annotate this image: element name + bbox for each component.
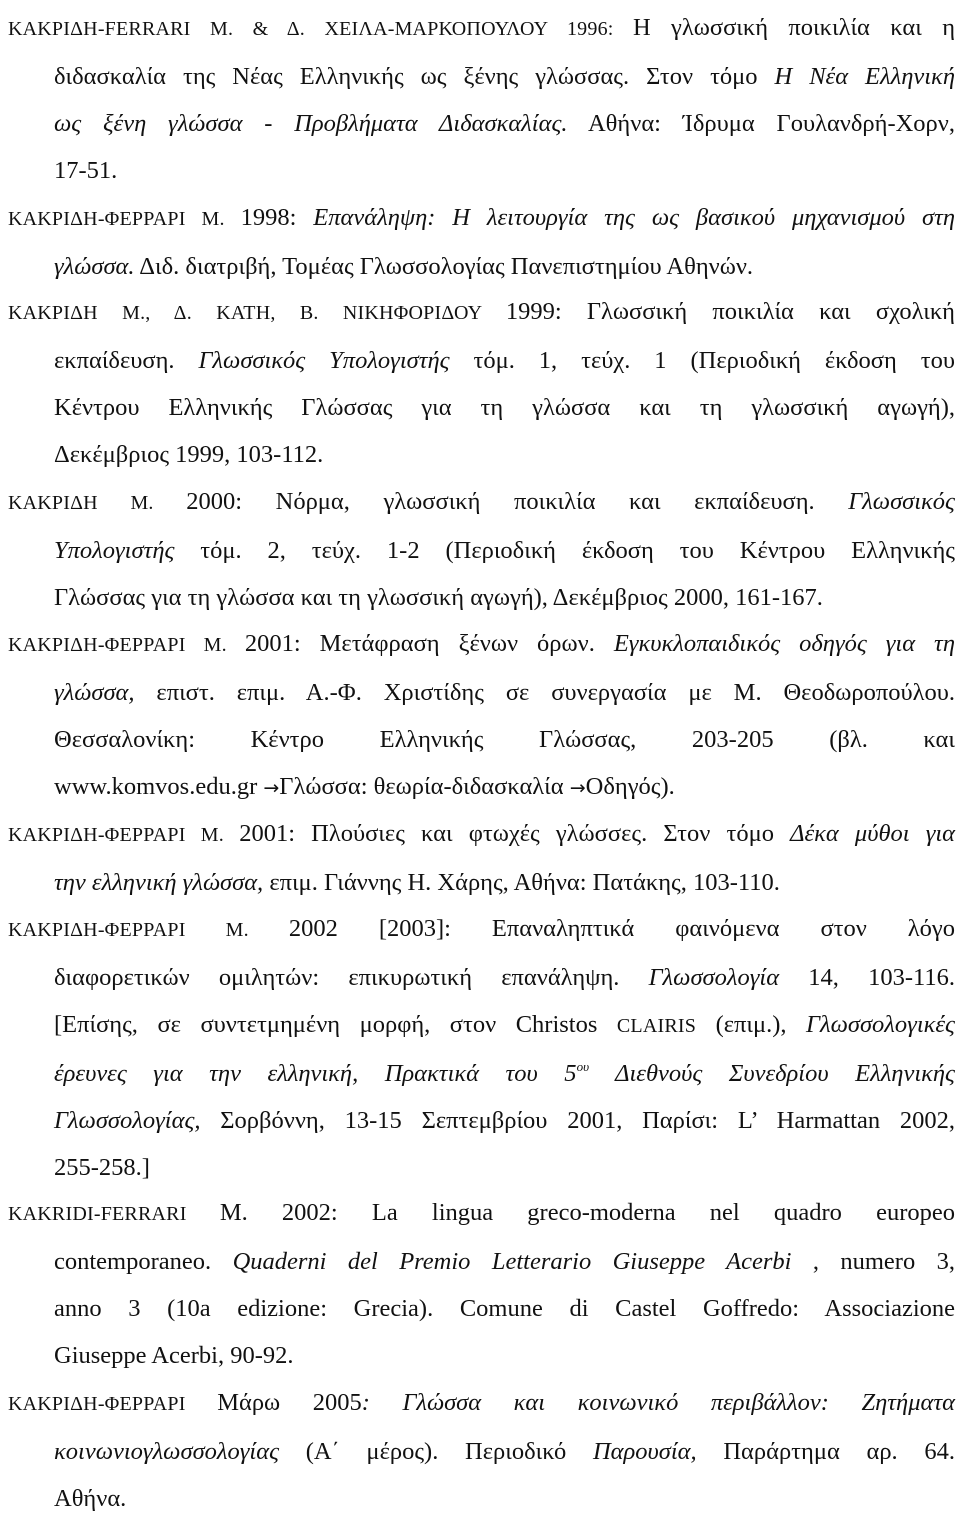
reference-line [8,1001,955,1050]
reference-text: www.komvos.edu.gr [54,773,264,801]
reference-line [8,1285,955,1332]
reference-line [8,1428,955,1475]
reference-line [8,194,955,243]
reference-entry [8,905,955,1191]
reference-text: Η Νέα Ελληνική [774,63,955,90]
reference-line [8,1475,955,1522]
reference-text: ΚΑΚΡΙΔΗ-ΦΕΡΡΑΡΙ Μ. [8,823,240,846]
reference-text: Κέντρου Ελληνικής Γλώσσας για τη γλώσσα και τη γλωσσική αγωγή), [54,394,955,422]
reference-text: Οδηγός). [585,773,675,801]
reference-text: Γλωσσολογίας, [54,1106,201,1134]
reference-line [8,53,955,100]
reference-entry [8,194,955,290]
arrow-right-icon: → [263,777,280,800]
reference-text: ΚΑΚΡΙΔΗ-ΦΕΡΡΑΡΙ [8,1392,218,1415]
reference-text: ΚΑΚΡΙΔΗ Μ., Δ. ΚΑΤΗ, Β. ΝΙΚΗΦΟΡΙΔΟΥ [8,302,506,325]
reference-text: έρευνες για την ελληνική, Πρακτικά του 5 [54,1059,577,1087]
reference-line [8,1144,955,1191]
reference-text: Γλώσσας για τη γλώσσα και τη γλωσσική αγωγή), Δεκέμβριος 2000, 161-167. [54,584,823,611]
reference-text: γλώσσα, [54,679,135,707]
reference-text: Γλώσσα: θεωρία-διδασκαλία [279,773,570,801]
arrow-right-icon: → [569,777,586,800]
reference-text: 14, 103-116. [779,963,955,991]
reference-text: (επιμ.), [696,1010,807,1038]
reference-text: ΚΑΚΡΙΔΗ-FERRARI Μ. & Δ. ΧΕΙΛΑ-ΜΑΡΚΟΠΟΥΛΟΥ 1996: [8,18,633,40]
reference-line [8,100,955,147]
reference-text: 1999: Γλωσσική ποικιλία και σχολική [505,298,955,326]
reference-text: επιμ. Γιάννης Η. Χάρης, Αθήνα: Πατάκης, 103-110. [263,868,780,896]
reference-text: : Γλώσσα και κοινωνικό περιβάλλον: Ζητήματα [361,1388,955,1416]
reference-text: Γλωσσολογικές [806,1010,955,1038]
reference-line [8,763,955,812]
reference-text: Γλωσσικός [848,488,955,515]
reference-text: διαφορετικών ομιλητών: επικυρωτική επανάληψη. [54,963,649,991]
reference-text: Quaderni del Premio Letterario Giuseppe Acerbi [232,1248,792,1275]
reference-text: την ελληνική γλώσσα, [54,868,264,896]
reference-entry [8,1379,955,1522]
reference-text: εκπαίδευση. [54,347,199,375]
reference-text: ΚΑΚΡΙΔΗ-ΦΕΡΡΑΡΙ Μ. [8,207,241,230]
reference-text: Μάρω 2005 [217,1388,362,1416]
reference-text: CLAIRIS [616,1014,697,1037]
reference-text: Διεθνούς Συνεδρίου Ελληνικής [589,1059,955,1087]
reference-line [8,431,955,478]
reference-line [8,1097,955,1144]
reference-entry [8,4,955,194]
reference-text: 255-258.] [54,1153,150,1181]
reference-text: KAKRIDI-FERRARI [8,1203,220,1225]
reference-line [8,1379,955,1428]
reference-text: Θεσσαλονίκη: Κέντρο Ελληνικής Γλώσσας, 203-205 (βλ. και [54,726,955,754]
reference-line [8,337,955,384]
reference-entry [8,288,955,478]
reference-text: ΚΑΚΡΙΔΗ-ΦΕΡΡΑΡΙ Μ. [8,634,245,657]
reference-entry [8,1189,955,1379]
reference-text: 2000: Νόρμα, γλωσσική ποικιλία και εκπαίδευση. [186,488,849,515]
reference-text: Γλωσσολογία [648,963,780,991]
reference-text: διδασκαλία της Νέας Ελληνικής ως ξένης γλώσσας. Στον τόμο [54,63,775,90]
reference-text: Εγκυκλοπαιδικός οδηγός για τη [613,630,955,658]
reference-line [8,669,955,716]
reference-text: Σορβόννη, 13-15 Σεπτεμβρίου 2001, Παρίσι: L’ Harmattan 2002, [200,1106,955,1134]
reference-text: Η γλωσσική ποικιλία και η [632,14,956,41]
reference-text: 2001: Πλούσιες και φτωχές γλώσσες. Στον τόμο [239,819,791,847]
reference-line [8,905,955,954]
reference-line [8,716,955,763]
reference-text: ΚΑΚΡΙΔΗ Μ. [8,492,187,514]
reference-line [8,859,955,906]
reference-text: , numero 3, [791,1248,955,1275]
reference-text: τόμ. 2, τεύχ. 1-2 (Περιοδική έκδοση του Κέντρου Ελληνικής [174,537,955,564]
reference-line [8,4,955,53]
reference-line [8,1189,955,1238]
reference-text: [Επίσης, σε συντετμημένη μορφή, στον Christos [54,1010,617,1038]
reference-text: Διδ. διατριβή, Τομέας Γλωσσολογίας Πανεπιστημίου Αθηνών. [134,252,754,280]
reference-text: Δέκα μύθοι για [790,819,956,847]
reference-text: Δεκέμβριος 1999, 103-112. [54,441,324,469]
reference-text: Giuseppe Acerbi, 90-92. [54,1342,294,1369]
reference-line [8,1332,955,1379]
reference-line [8,574,955,621]
reference-text: Αθήνα: Ίδρυμα Γουλανδρή-Χορν, [567,110,955,137]
reference-text: 2002 [2003]: Επαναληπτικά φαινόμενα στον λόγο [288,914,956,942]
reference-line [8,527,955,574]
reference-line [8,810,955,859]
reference-text: ου [576,1058,590,1074]
reference-line [8,1238,955,1285]
reference-entry [8,810,955,906]
reference-text: Επανάληψη: Η λειτουργία της ως βασικού μηχανισμού στη [313,203,955,231]
reference-text: ως ξένη γλώσσα - Προβλήματα Διδασκαλίας. [54,110,568,137]
reference-text: Αθήνα. [54,1484,127,1512]
reference-line [8,147,955,194]
reference-entry [8,620,955,812]
reference-line [8,478,955,527]
reference-text: 17-51. [54,157,118,184]
reference-line [8,620,955,669]
reference-line [8,288,955,337]
reference-text: M. 2002: La lingua greco-moderna nel quadro europeo [219,1199,955,1226]
reference-text: Υπολογιστής [54,537,175,564]
reference-entry [8,478,955,621]
reference-text: τόμ. 1, τεύχ. 1 (Περιοδική έκδοση του [449,347,955,375]
reference-text: (Α΄ μέρος). Περιοδικό [279,1437,593,1465]
reference-line [8,384,955,431]
reference-line [8,243,955,290]
reference-text: κοινωνιογλωσσολογίας [54,1437,280,1465]
reference-text: Γλωσσικός Υπολογιστής [198,347,450,375]
reference-text: contemporaneo. [54,1248,233,1275]
reference-line [8,954,955,1001]
reference-line [8,1050,955,1097]
reference-text: Παράρτημα αρ. 64. [696,1437,956,1465]
reference-text: επιστ. επιμ. Α.-Φ. Χριστίδης σε συνεργασία με Μ. Θεοδωροπούλου. [134,679,955,707]
reference-text: Παρουσία, [592,1437,697,1465]
reference-text: 2001: Μετάφραση ξένων όρων. [244,630,614,658]
reference-text: γλώσσα. [54,252,135,280]
reference-text: ΚΑΚΡΙΔΗ-ΦΕΡΡΑΡΙ Μ. [8,918,289,941]
reference-text: anno 3 (10a edizione: Grecia). Comune di Castel Goffredo: Associazione [54,1295,955,1322]
reference-text: 1998: [240,203,314,231]
